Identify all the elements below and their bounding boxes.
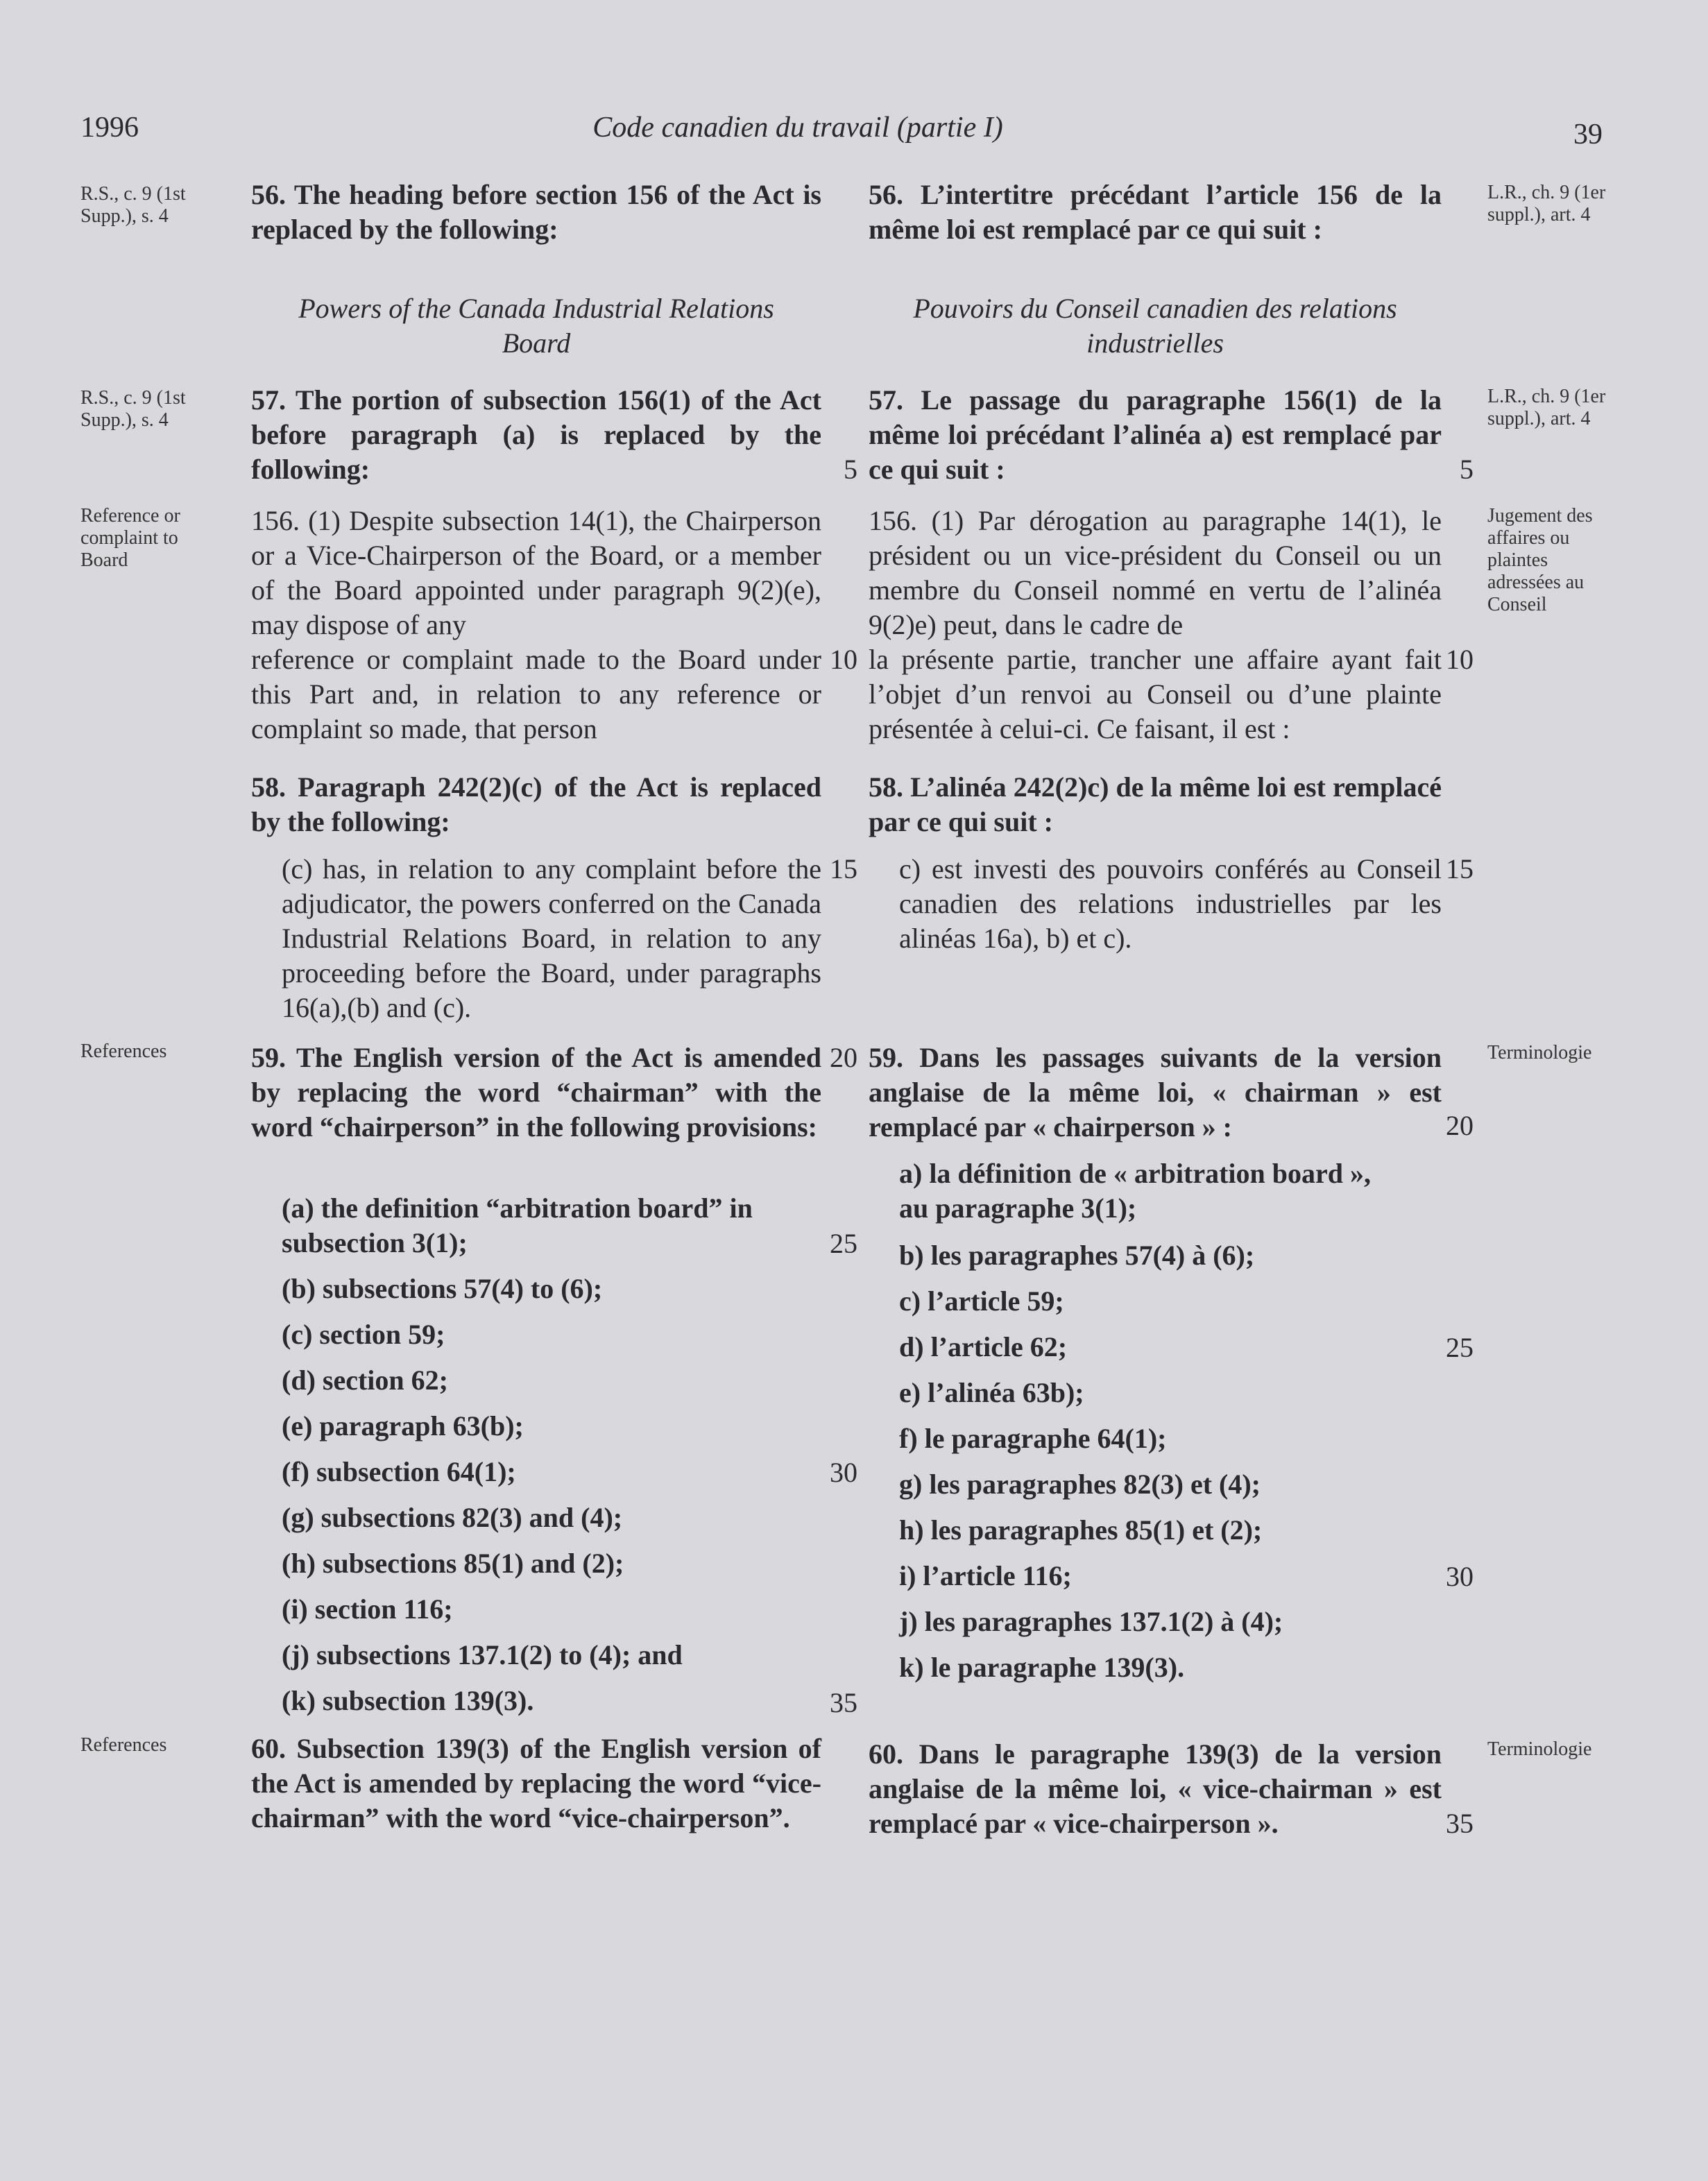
list-item-en: (h) subsections 85(1) and (2); — [282, 1548, 624, 1579]
margin-note-56-fr: L.R., ch. 9 (1er suppl.), art. 4 — [1487, 182, 1606, 225]
line-number: 35 — [1446, 1808, 1474, 1839]
section-58-en: 58. Paragraph 242(2)(c) of the Act is replaced by the following: — [251, 771, 821, 837]
list-item-fr: k) le paragraphe 139(3). — [899, 1652, 1185, 1683]
line-number: 10 — [1446, 644, 1474, 675]
line-number: 25 — [1446, 1332, 1474, 1363]
section-59-fr: 59. Dans les passages suivants de la version anglaise de la même loi, « chairman » est remplacé par « chairperson » : — [869, 1042, 1442, 1143]
line-number: 35 — [830, 1687, 857, 1718]
line-number: 5 — [1460, 454, 1474, 485]
header-title: Code canadien du travail (partie I) — [592, 112, 1003, 144]
list-item-fr: h) les paragraphes 85(1) et (2); — [899, 1514, 1263, 1546]
list-item-fr: f) le paragraphe 64(1); — [899, 1423, 1167, 1454]
list-item-en: (j) subsections 137.1(2) to (4); and — [282, 1639, 683, 1670]
margin-note-59-fr: Terminologie — [1487, 1042, 1592, 1063]
margin-note-57-fr: L.R., ch. 9 (1er suppl.), art. 4 — [1487, 386, 1606, 429]
section-60-fr: 60. Dans le paragraphe 139(3) de la version anglaise de la même loi, « vice-chairman » est remplacé par « vice-chairperson ». — [869, 1738, 1442, 1839]
list-item-en: subsection 3(1); — [282, 1227, 468, 1258]
section-58-fr: 58. L’alinéa 242(2)c) de la même loi est remplacé par ce qui suit : — [869, 771, 1442, 837]
list-item-en: (e) paragraph 63(b); — [282, 1410, 524, 1442]
list-item-en: (a) the definition “arbitration board” in — [282, 1192, 753, 1224]
list-item-en: (k) subsection 139(3). — [282, 1685, 534, 1716]
list-item-fr: a) la définition de « arbitration board », — [899, 1158, 1372, 1189]
section-60-en: 60. Subsection 139(3) of the English version of the Act is amended by replacing the word “vice-chairman” with the word “vice-chairperson”. — [251, 1733, 821, 1833]
subsection-156-fr-part2: la présente partie, trancher une affaire ayant fait l’objet d’un renvoi au Conseil ou d’une plainte présentée à celui-ci. Ce faisant, il est : — [869, 644, 1442, 744]
list-item-en: (g) subsections 82(3) and (4); — [282, 1502, 623, 1533]
list-item-fr: d) l’article 62; — [899, 1331, 1068, 1362]
line-number: 20 — [1446, 1110, 1474, 1141]
section-57-en: 57. The portion of subsection 156(1) of the Act before paragraph (a) is replaced by the following: — [251, 384, 821, 485]
list-item-en: (i) section 116; — [282, 1593, 453, 1625]
margin-note-56-en: R.S., c. 9 (1st Supp.), s. 4 — [80, 183, 186, 227]
section-56-fr: 56. L’intertitre précédant l’article 156 de la même loi est remplacé par ce qui suit : — [869, 179, 1442, 245]
margin-note-60-fr: Terminologie — [1487, 1738, 1592, 1760]
margin-note-60-en: References — [80, 1734, 167, 1756]
list-item-fr: c) l’article 59; — [899, 1285, 1064, 1317]
subsection-156-fr-part1: 156. (1) Par dérogation au paragraphe 14(1), le président ou un vice-président du Conseil ou un membre du Conseil nommé en vertu de l’alinéa 9(2)e) peut, dans le cadre de — [869, 505, 1442, 640]
paragraph-242-en: (c) has, in relation to any complaint before the adjudicator, the powers conferred on the Canada Industrial Relations Board, in relation to any proceeding before the Board, under paragraphs 16(a),(b) and (c). — [282, 853, 821, 1023]
list-item-en: (d) section 62; — [282, 1365, 448, 1396]
list-item-fr: au paragraphe 3(1); — [899, 1192, 1137, 1224]
page-number: 39 — [1573, 119, 1603, 151]
line-number: 20 — [830, 1042, 857, 1073]
line-number: 10 — [830, 644, 857, 675]
list-item-en: (b) subsections 57(4) to (6); — [282, 1273, 603, 1304]
list-item-fr: j) les paragraphes 137.1(2) à (4); — [899, 1606, 1283, 1637]
list-item-en: (f) subsection 64(1); — [282, 1456, 516, 1487]
list-item-fr: g) les paragraphes 82(3) et (4); — [899, 1469, 1261, 1500]
paragraph-242-fr: c) est investi des pouvoirs conférés au Conseil canadien des relations industrielles par les alinéas 16a), b) et c). — [899, 853, 1442, 954]
margin-note-57-en: R.S., c. 9 (1st Supp.), s. 4 — [80, 387, 186, 431]
subsection-156-en-part2: reference or complaint made to the Board under this Part and, in relation to any reference or complaint so made, that person — [251, 644, 821, 744]
list-item-fr: i) l’article 116; — [899, 1560, 1072, 1591]
line-number: 5 — [844, 454, 857, 485]
margin-note-59-en: References — [80, 1041, 167, 1062]
section-57-fr: 57. Le passage du paragraphe 156(1) de la même loi précédant l’alinéa a) est remplacé par ce qui suit : — [869, 384, 1442, 485]
heading-56-fr: Pouvoirs du Conseil canadien des relations industrielles — [913, 293, 1397, 359]
margin-note-156-en: Reference or complaint to Board — [80, 505, 180, 571]
section-56-en: 56. The heading before section 156 of the Act is replaced by the following: — [251, 179, 821, 245]
list-item-en: (c) section 59; — [282, 1319, 445, 1350]
heading-56-en: Powers of the Canada Industrial Relations Board — [298, 293, 774, 359]
line-number: 25 — [830, 1228, 857, 1259]
list-item-fr: b) les paragraphes 57(4) à (6); — [899, 1240, 1255, 1271]
section-59-en: 59. The English version of the Act is amended by replacing the word “chairman” with the word “chairperson” in the following provisions: — [251, 1042, 821, 1143]
list-item-fr: e) l’alinéa 63b); — [899, 1377, 1084, 1408]
line-number: 15 — [830, 853, 857, 884]
header-year: 1996 — [80, 112, 139, 144]
subsection-156-en-part1: 156. (1) Despite subsection 14(1), the Chairperson or a Vice-Chairperson of the Board, or a member of the Board appointed under paragraph 9(2)(e), may dispose of any — [251, 505, 821, 640]
line-number: 30 — [1446, 1561, 1474, 1592]
line-number: 30 — [830, 1457, 857, 1488]
margin-note-156-fr: Jugement des affaires ou plaintes adressées au Conseil — [1487, 505, 1593, 615]
line-number: 15 — [1446, 853, 1474, 884]
